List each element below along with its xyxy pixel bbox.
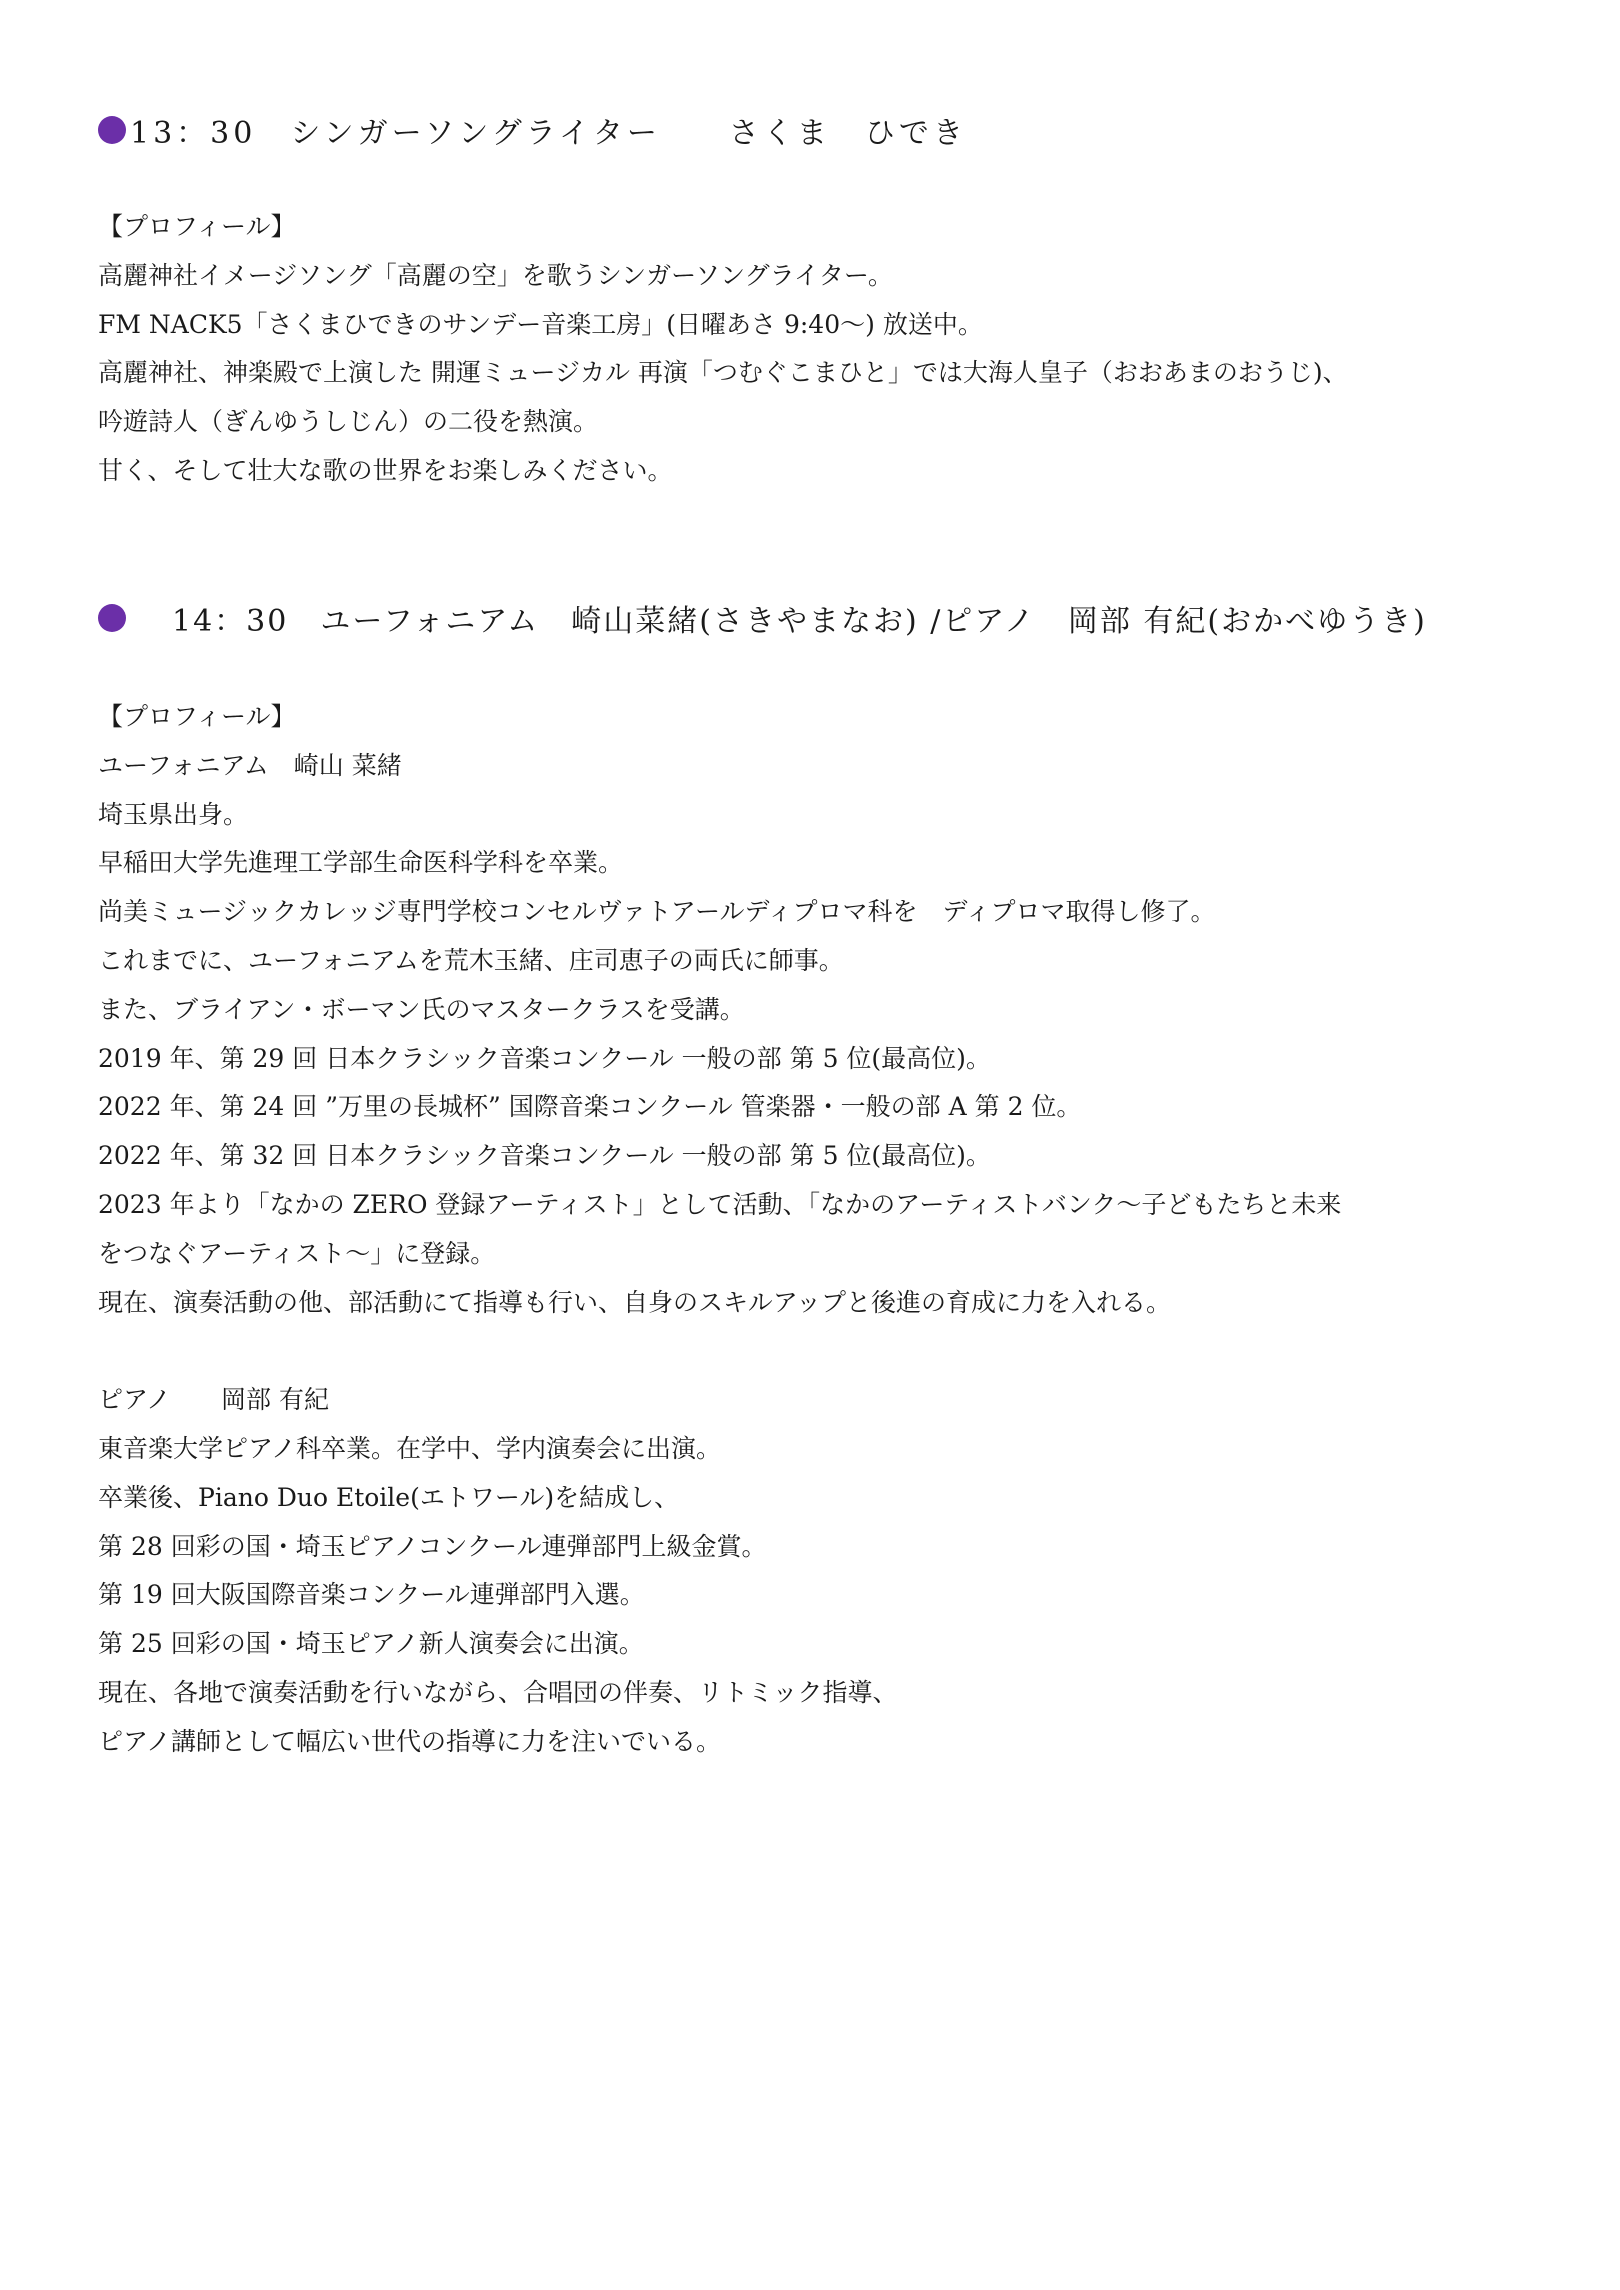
section2-heading	[98, 596, 1427, 640]
profile-line: 埼玉県出身。	[98, 799, 249, 829]
profile-line: 現在、演奏活動の他、部活動にて指導も行い、自身のスキルアップと後進の育成に力を入れる。	[98, 1287, 1172, 1317]
piano-heading: ピアノ 岡部 有紀	[98, 1385, 329, 1415]
profile-line: 吟遊詩人（ぎんゆうしじん）の二役を熱演。	[98, 407, 599, 437]
profile-line: 2023 年より「なかの ZERO 登録アーティスト」として活動、「なかのアーティストバンク〜子どもたちと未来	[98, 1189, 1342, 1219]
paragraph-spacer	[98, 1327, 1558, 1376]
bullet-icon	[98, 604, 126, 632]
profile-line: 2022 年、第 24 回 ”万里の長城杯” 国際音楽コンクール 管楽器・一般の部 A 第 2 位。	[98, 1092, 1082, 1122]
section2-heading-text: 14：30 ユーフォニアム 崎山菜緒(さきやまなお) /ピアノ 岡部 有紀(おかべゆうき)	[172, 604, 1427, 639]
profile-line: 高麗神社、神楽殿で上演した 開運ミュージカル 再演「つむぐこまひと」では大海人皇子（おおあまのおうじ)、	[98, 358, 1348, 388]
profile-line: FM NACK5「さくまひできのサンデー音楽工房」(日曜あさ 9:40〜) 放送中。	[98, 309, 983, 339]
piano-line: 第 19 回大阪国際音楽コンクール連弾部門入選。	[98, 1580, 645, 1610]
profile-line: 早稲田大学先進理工学部生命医科学科を卒業。	[98, 848, 624, 878]
piano-line: 卒業後、Piano Duo Etoile(エトワール)を結成し、	[98, 1482, 680, 1512]
piano-line: 現在、各地で演奏活動を行いながら、合唱団の伴奏、リトミック指導、	[98, 1677, 898, 1707]
profile-line: また、ブライアン・ボーマン氏のマスタークラスを受講。	[98, 994, 745, 1024]
section1-heading-text: 13：30 シンガーソングライター さくま ひでき	[130, 116, 967, 151]
profile-line: 尚美ミュージックカレッジ専門学校コンセルヴァトアールディプロマ科を ディプロマ取得し修了。	[98, 897, 1216, 927]
profile-line: をつなぐアーティスト〜」に登録。	[98, 1238, 496, 1268]
profile-line: 甘く、そして壮大な歌の世界をお楽しみください。	[98, 455, 673, 485]
profile-line: 2022 年、第 32 回 日本クラシック音楽コンクール 一般の部 第 5 位(最高位)。	[98, 1141, 991, 1171]
piano-line: 第 28 回彩の国・埼玉ピアノコンクール連弾部門上級金賞。	[98, 1531, 767, 1561]
profile-label: 【プロフィール】	[98, 702, 296, 731]
piano-line: 東音楽大学ピアノ科卒業。在学中、学内演奏会に出演。	[98, 1433, 722, 1463]
section2-profile	[98, 693, 1558, 1767]
profile-line: 高麗神社イメージソング「高麗の空」を歌うシンガーソングライター。	[98, 260, 893, 290]
section1-heading	[98, 108, 967, 152]
piano-line: 第 25 回彩の国・埼玉ピアノ新人演奏会に出演。	[98, 1629, 644, 1659]
piano-line: ピアノ講師として幅広い世代の指導に力を注いでいる。	[98, 1726, 722, 1756]
profile-line: これまでに、ユーフォニアムを荒木玉緒、庄司恵子の両氏に師事。	[98, 945, 844, 975]
profile-label: 【プロフィール】	[98, 212, 296, 241]
bullet-icon	[98, 116, 126, 144]
profile-line: ユーフォニアム 崎山 菜緒	[98, 750, 402, 780]
section1-profile	[98, 203, 1558, 496]
profile-line: 2019 年、第 29 回 日本クラシック音楽コンクール 一般の部 第 5 位(最高位)。	[98, 1043, 991, 1073]
